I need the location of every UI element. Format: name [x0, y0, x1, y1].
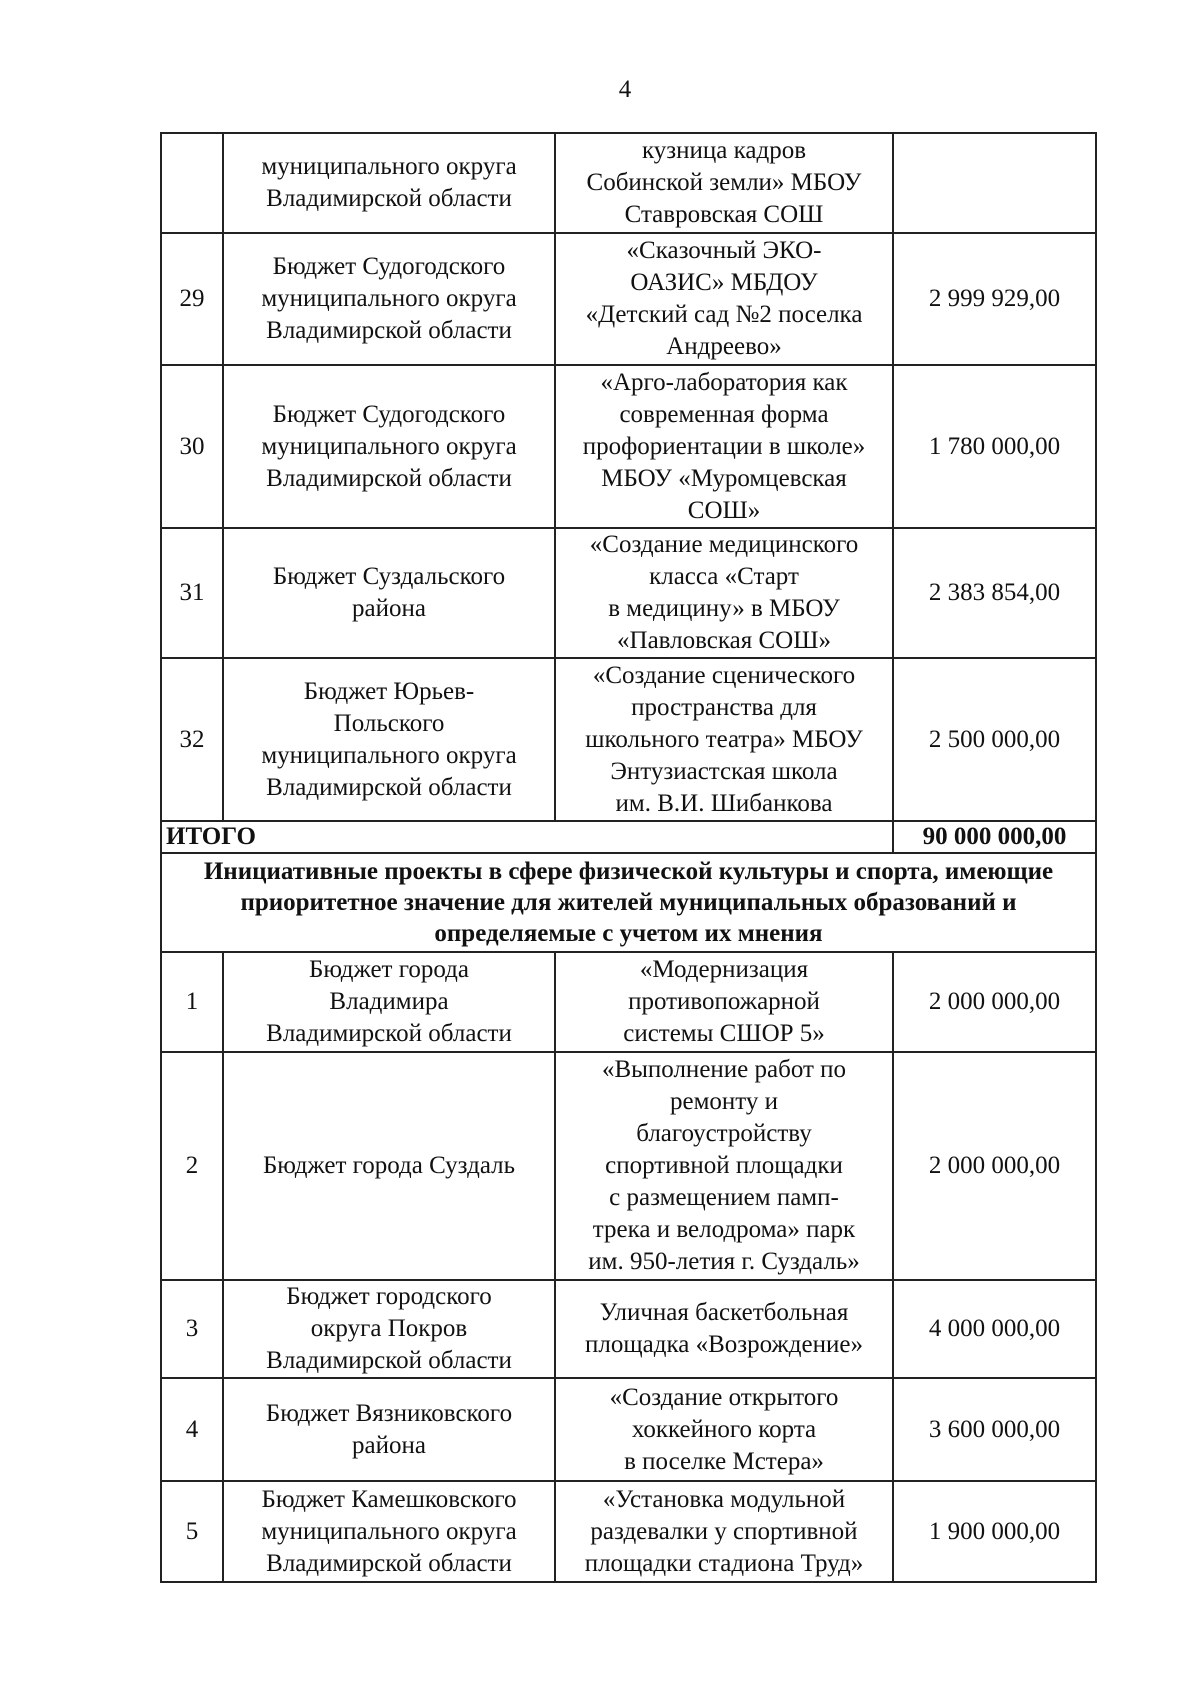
row-number: 31	[161, 528, 223, 658]
table-row	[161, 658, 1096, 821]
project-cell: «Создание медицинского класса «Старт в медицину» в МБОУ «Павловская СОШ»	[555, 528, 893, 658]
project-cell: «Выполнение работ по ремонту и благоустройству спортивной площадки с размещением памп- трека и велодрома» парк им. 950-летия г. Суздаль»	[555, 1052, 893, 1280]
table-row	[161, 1280, 1096, 1378]
total-amount: 90 000 000,00	[893, 821, 1096, 853]
amount-cell: 2 999 929,00	[893, 233, 1096, 365]
project-cell: Уличная баскетбольная площадка «Возрождение»	[555, 1280, 893, 1378]
section-title: Инициативные проекты в сфере физической культуры и спорта, имеющие приоритетное значение для жителей муниципальных образований и определяемые с учетом их мнения	[161, 853, 1096, 952]
row-number: 2	[161, 1052, 223, 1280]
table-row	[161, 133, 1096, 233]
row-number: 32	[161, 658, 223, 821]
row-number: 29	[161, 233, 223, 365]
budget-cell: Бюджет Судогодского муниципального округа Владимирской области	[223, 233, 555, 365]
project-cell: «Модернизация противопожарной системы СШОР 5»	[555, 952, 893, 1052]
budget-cell: Бюджет Юрьев- Польского муниципального округа Владимирской области	[223, 658, 555, 821]
amount-cell	[893, 133, 1096, 233]
project-cell: «Создание сценического пространства для школьного театра» МБОУ Энтузиастская школа им. В.И. Шибанкова	[555, 658, 893, 821]
row-number: 5	[161, 1481, 223, 1582]
table-row	[161, 1052, 1096, 1280]
project-cell: «Создание открытого хоккейного корта в поселке Мстера»	[555, 1378, 893, 1481]
amount-cell: 4 000 000,00	[893, 1280, 1096, 1378]
total-row	[161, 821, 1096, 853]
row-number: 4	[161, 1378, 223, 1481]
table-row	[161, 1378, 1096, 1481]
table-row	[161, 233, 1096, 365]
project-cell: «Установка модульной раздевалки у спортивной площадки стадиона Труд»	[555, 1481, 893, 1582]
budget-cell: муниципального округа Владимирской области	[223, 133, 555, 233]
project-cell: кузница кадров Собинской земли» МБОУ Ставровская СОШ	[555, 133, 893, 233]
budget-cell: Бюджет Камешковского муниципального округа Владимирской области	[223, 1481, 555, 1582]
amount-cell: 2 000 000,00	[893, 952, 1096, 1052]
budget-cell: Бюджет Вязниковского района	[223, 1378, 555, 1481]
table-row	[161, 1481, 1096, 1582]
table-row	[161, 528, 1096, 658]
section-header-row	[161, 853, 1096, 952]
amount-cell: 1 780 000,00	[893, 365, 1096, 528]
row-number: 30	[161, 365, 223, 528]
amount-cell: 2 500 000,00	[893, 658, 1096, 821]
page-number: 4	[618, 76, 632, 103]
row-number	[161, 133, 223, 233]
project-cell: «Арго-лаборатория как современная форма профориентации в школе» МБОУ «Муромцевская СОШ»	[555, 365, 893, 528]
budget-cell: Бюджет Суздальского района	[223, 528, 555, 658]
row-number: 3	[161, 1280, 223, 1378]
total-label: ИТОГО	[161, 821, 893, 853]
amount-cell: 1 900 000,00	[893, 1481, 1096, 1582]
budget-cell: Бюджет городского округа Покров Владимирской области	[223, 1280, 555, 1378]
amount-cell: 2 383 854,00	[893, 528, 1096, 658]
table-row	[161, 952, 1096, 1052]
budget-cell: Бюджет города Суздаль	[223, 1052, 555, 1280]
budget-cell: Бюджет города Владимира Владимирской области	[223, 952, 555, 1052]
amount-cell: 2 000 000,00	[893, 1052, 1096, 1280]
table-row	[161, 365, 1096, 528]
row-number: 1	[161, 952, 223, 1052]
project-cell: «Сказочный ЭКО- ОАЗИС» МБДОУ «Детский сад №2 поселка Андреево»	[555, 233, 893, 365]
projects-table	[160, 132, 1097, 1583]
amount-cell: 3 600 000,00	[893, 1378, 1096, 1481]
budget-cell: Бюджет Судогодского муниципального округа Владимирской области	[223, 365, 555, 528]
